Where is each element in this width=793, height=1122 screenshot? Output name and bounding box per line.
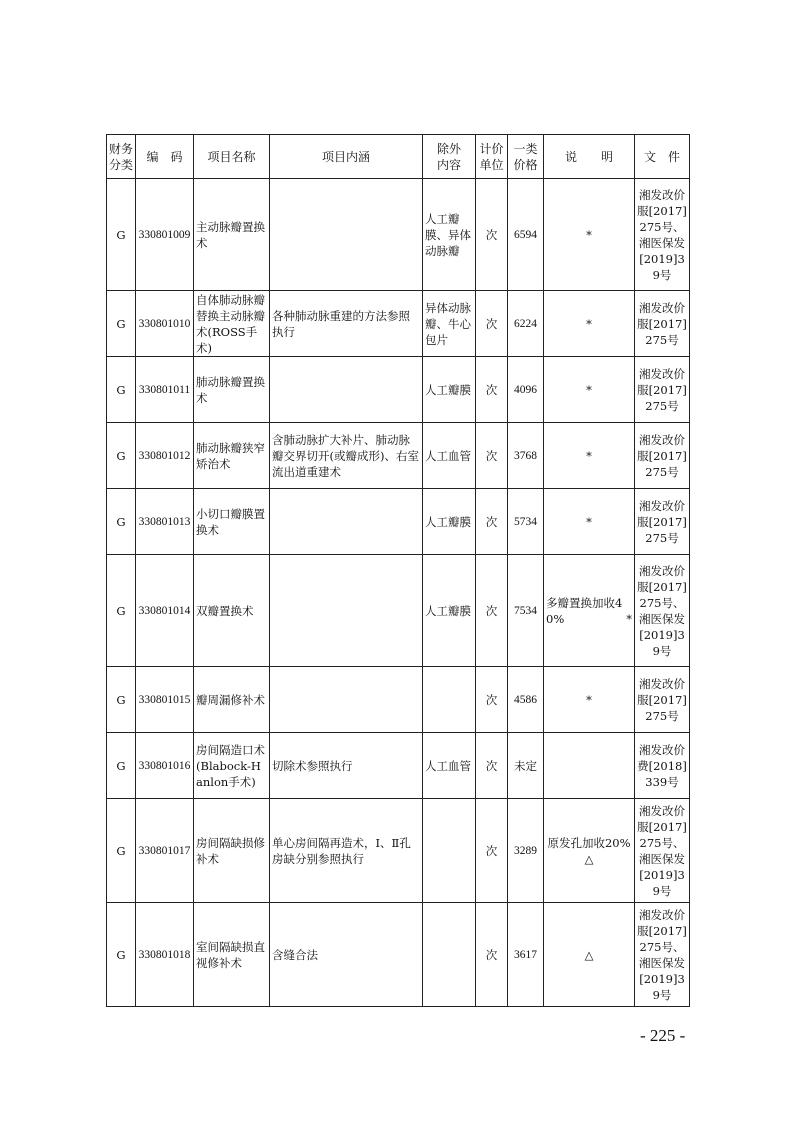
cell-document: 湘发改价服[2017]275号、湘医保发[2019]39号: [635, 799, 690, 903]
cell-exclusions: 人工瓣膜、异体动脉瓣: [423, 179, 476, 291]
cell-unit: 次: [476, 903, 508, 1007]
cell-unit: 次: [476, 179, 508, 291]
cell-name: 房间隔造口术(Blabock-Hanlon手术): [194, 733, 270, 799]
table-row: [107, 489, 690, 555]
header-code: 编 码: [136, 135, 194, 179]
header-row: [107, 135, 690, 179]
table-row: [107, 667, 690, 733]
cell-category: G: [107, 357, 136, 423]
cell-content: 单心房间隔再造术，Ⅰ、Ⅱ孔房缺分别参照执行: [270, 799, 423, 903]
cell-document: 湘发改价服[2017]275号: [635, 489, 690, 555]
header-content: 项目内涵: [270, 135, 423, 179]
cell-note: [544, 555, 635, 667]
cell-unit: 次: [476, 733, 508, 799]
cell-unit: 次: [476, 423, 508, 489]
cell-category: G: [107, 733, 136, 799]
note-text: 多瓣置换加收40%: [546, 595, 623, 626]
cell-unit: 次: [476, 291, 508, 357]
cell-exclusions: 人工血管: [423, 733, 476, 799]
header-unit: 计价 单位: [476, 135, 508, 179]
cell-name: 瓣周漏修补术: [194, 667, 270, 733]
cell-exclusions: 人工血管: [423, 423, 476, 489]
cell-exclusions: 人工瓣膜: [423, 555, 476, 667]
cell-category: G: [107, 667, 136, 733]
cell-category: G: [107, 555, 136, 667]
cell-content: [270, 489, 423, 555]
cell-price: 4096: [508, 357, 544, 423]
cell-unit: 次: [476, 357, 508, 423]
cell-name: 主动脉瓣置换术: [194, 179, 270, 291]
cell-content: [270, 555, 423, 667]
cell-name: 肺动脉瓣置换术: [194, 357, 270, 423]
cell-note: *: [544, 423, 635, 489]
cell-code: 330801017: [136, 799, 194, 903]
cell-exclusions: [423, 799, 476, 903]
cell-note: *: [544, 489, 635, 555]
cell-unit: 次: [476, 489, 508, 555]
cell-document: 湘发改价服[2017]275号: [635, 291, 690, 357]
cell-content: [270, 667, 423, 733]
cell-note: △: [544, 903, 635, 1007]
cell-content: [270, 179, 423, 291]
cell-document: 湘发改价服[2017]275号: [635, 423, 690, 489]
cell-document: 湘发改价服[2017]275号、湘医保发[2019]39号: [635, 555, 690, 667]
cell-price: 7534: [508, 555, 544, 667]
cell-code: 330801014: [136, 555, 194, 667]
cell-content: 各种肺动脉重建的方法参照执行: [270, 291, 423, 357]
cell-category: G: [107, 903, 136, 1007]
cell-note: 原发孔加收20%△: [544, 799, 635, 903]
cell-note: [544, 733, 635, 799]
cell-note: *: [544, 667, 635, 733]
cell-note: *: [544, 291, 635, 357]
cell-unit: 次: [476, 667, 508, 733]
table-row: [107, 903, 690, 1007]
table-row: [107, 357, 690, 423]
cell-code: 330801013: [136, 489, 194, 555]
header-name: 项目名称: [194, 135, 270, 179]
cell-name: 室间隔缺损直视修补术: [194, 903, 270, 1007]
cell-category: G: [107, 291, 136, 357]
cell-content: 含缝合法: [270, 903, 423, 1007]
cell-code: 330801011: [136, 357, 194, 423]
note-mark: *: [626, 611, 632, 626]
cell-exclusions: 异体动脉瓣、牛心包片: [423, 291, 476, 357]
cell-category: G: [107, 179, 136, 291]
table-row: [107, 733, 690, 799]
cell-name: 自体肺动脉瓣替换主动脉瓣术(ROSS手术): [194, 291, 270, 357]
header-price: 一类 价格: [508, 135, 544, 179]
cell-code: 330801009: [136, 179, 194, 291]
cell-code: 330801012: [136, 423, 194, 489]
cell-unit: 次: [476, 555, 508, 667]
cell-name: 小切口瓣膜置换术: [194, 489, 270, 555]
cell-price: 未定: [508, 733, 544, 799]
cell-price: 3768: [508, 423, 544, 489]
cell-price: 6594: [508, 179, 544, 291]
table-row: [107, 555, 690, 667]
cell-document: 湘发改价服[2017]275号、湘医保发[2019]39号: [635, 903, 690, 1007]
fee-table: [106, 134, 690, 1007]
cell-note: *: [544, 179, 635, 291]
cell-document: 湘发改价服[2017]275号: [635, 357, 690, 423]
cell-category: G: [107, 423, 136, 489]
page-number: - 225 -: [640, 1026, 686, 1045]
cell-price: 3289: [508, 799, 544, 903]
cell-price: 5734: [508, 489, 544, 555]
table-row: [107, 423, 690, 489]
cell-code: 330801016: [136, 733, 194, 799]
cell-document: 湘发改价服[2017]275号: [635, 667, 690, 733]
cell-category: G: [107, 489, 136, 555]
header-category: 财务 分类: [107, 135, 136, 179]
cell-exclusions: [423, 903, 476, 1007]
cell-content: 切除术参照执行: [270, 733, 423, 799]
cell-name: 肺动脉瓣狭窄矫治术: [194, 423, 270, 489]
cell-code: 330801018: [136, 903, 194, 1007]
cell-exclusions: 人工瓣膜: [423, 357, 476, 423]
cell-note: *: [544, 357, 635, 423]
header-note: 说 明: [544, 135, 635, 179]
cell-unit: 次: [476, 799, 508, 903]
cell-document: 湘发改价服[2017]275号、湘医保发[2019]39号: [635, 179, 690, 291]
header-document: 文 件: [635, 135, 690, 179]
cell-exclusions: 人工瓣膜: [423, 489, 476, 555]
cell-price: 4586: [508, 667, 544, 733]
cell-price: 3617: [508, 903, 544, 1007]
cell-name: 房间隔缺损修补术: [194, 799, 270, 903]
cell-category: G: [107, 799, 136, 903]
cell-code: 330801015: [136, 667, 194, 733]
table-row: [107, 291, 690, 357]
header-exclusions: 除外 内容: [423, 135, 476, 179]
cell-document: 湘发改价费[2018]339号: [635, 733, 690, 799]
table-row: [107, 799, 690, 903]
cell-exclusions: [423, 667, 476, 733]
cell-price: 6224: [508, 291, 544, 357]
cell-content: [270, 357, 423, 423]
cell-name: 双瓣置换术: [194, 555, 270, 667]
cell-content: 含肺动脉扩大补片、肺动脉瓣交界切开(或瓣成形)、右室流出道重建术: [270, 423, 423, 489]
cell-code: 330801010: [136, 291, 194, 357]
table-row: [107, 179, 690, 291]
